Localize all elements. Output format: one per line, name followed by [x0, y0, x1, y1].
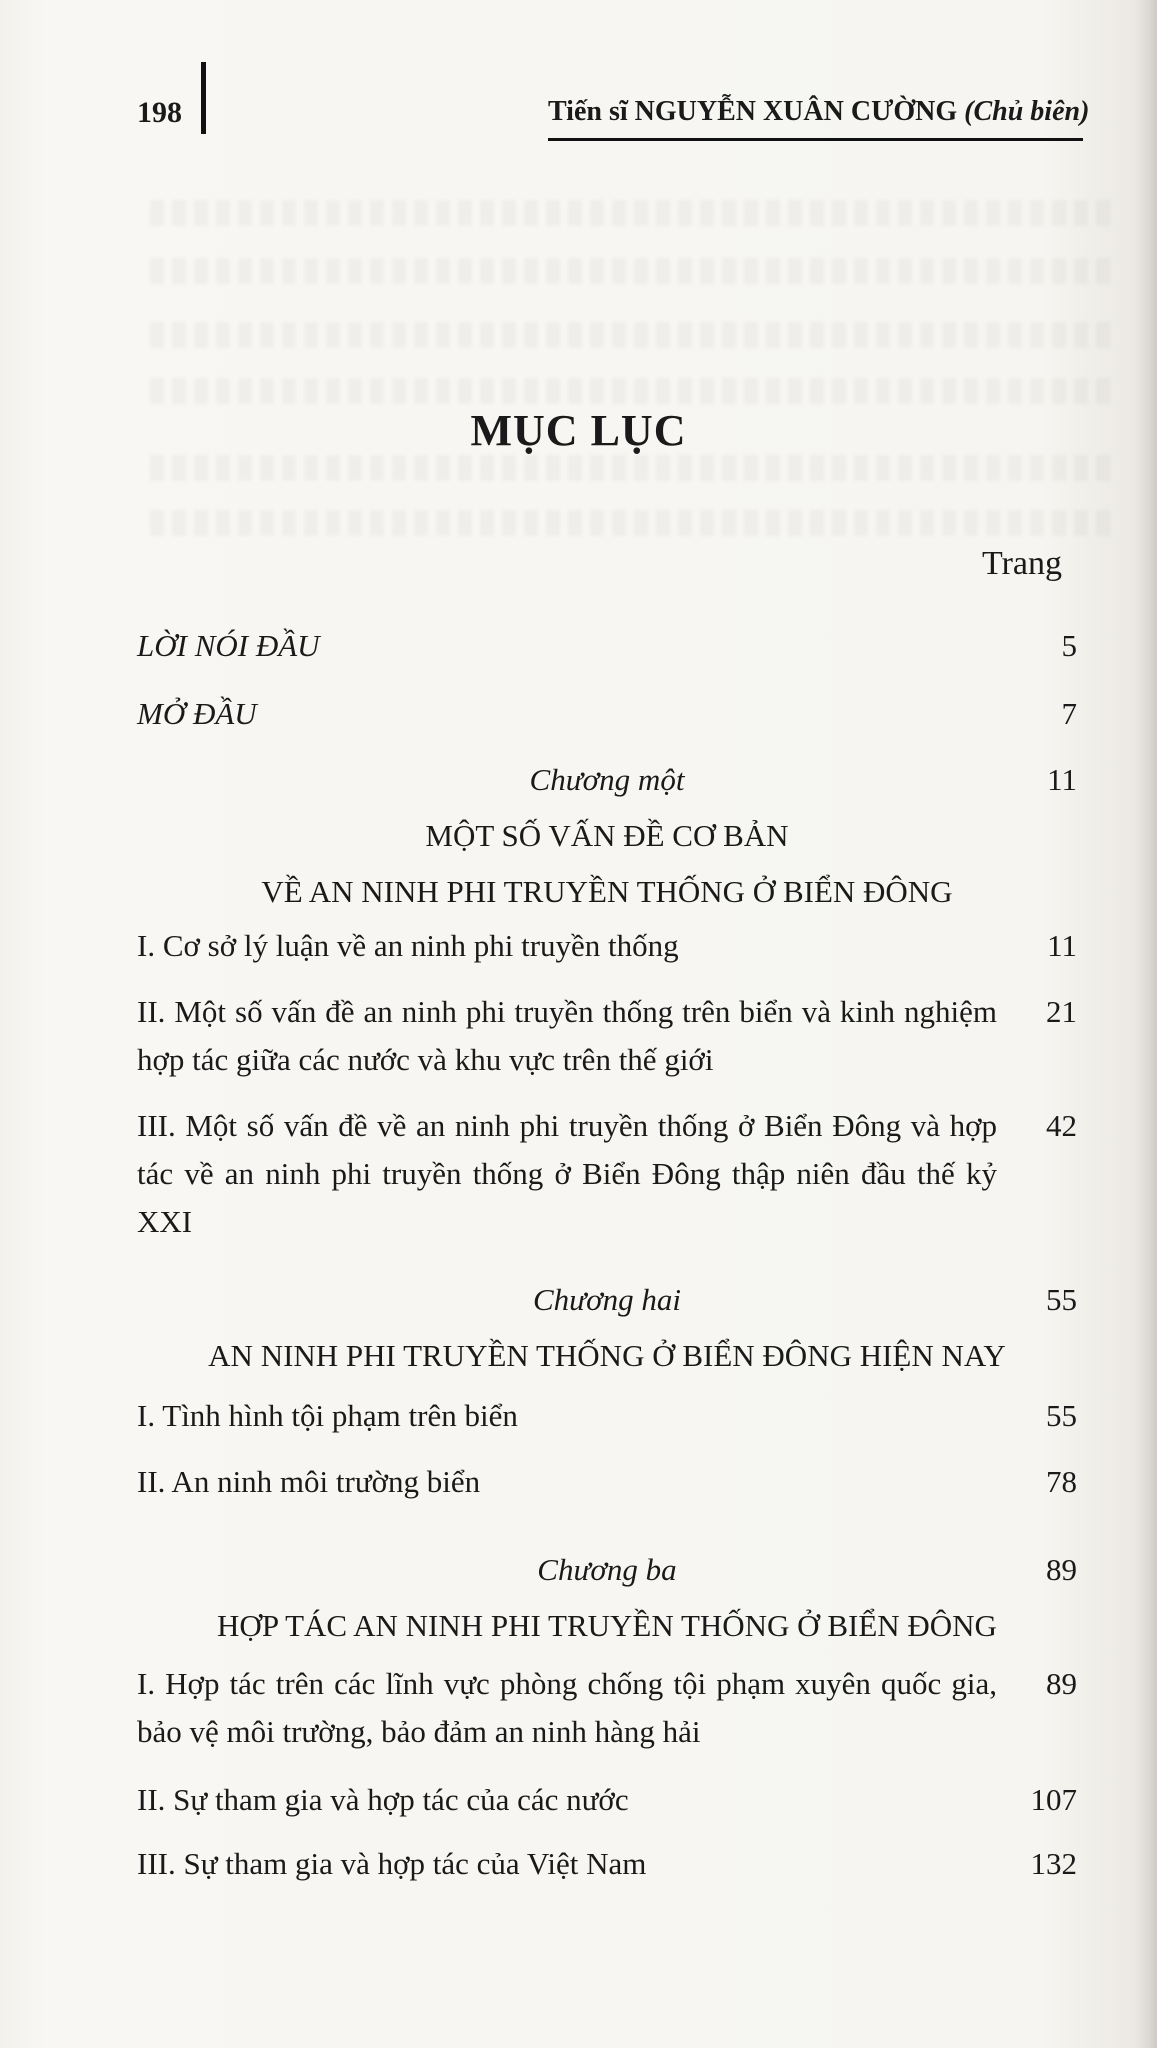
- toc-entry-page: 89: [1046, 1666, 1077, 1701]
- toc-entry-title: III. Một số vấn đề về an ninh phi truyền thống ở Biển Đông và hợp tác về an ninh phi truyền thống ở Biển Đông thập niên đầu thế kỷ XXI: [137, 1108, 997, 1239]
- toc-entry-title: II. An ninh môi trường biển: [137, 1464, 481, 1499]
- toc-entry-title: III. Sự tham gia và hợp tác của Việt Nam: [137, 1846, 647, 1881]
- page-number: 198: [137, 96, 182, 129]
- toc-entry-title: II. Một số vấn đề an ninh phi truyền thống trên biển và kinh nghiệm hợp tác giữa các nước và khu vực trên thế giới: [137, 994, 997, 1077]
- toc-entry-page: 78: [1046, 1464, 1077, 1499]
- toc-entry-page: 11: [1047, 928, 1077, 963]
- bleed-through: [150, 322, 1117, 348]
- toc-entry-page: 5: [1061, 628, 1077, 663]
- toc-entry-page: 55: [1046, 1398, 1077, 1433]
- toc-entry[interactable]: [137, 1840, 1077, 1888]
- toc-entry-page: 7: [1061, 696, 1077, 731]
- chapter-page: 55: [1046, 1282, 1077, 1317]
- running-head-role: (Chủ biên): [964, 96, 1090, 127]
- bleed-through: [150, 510, 1117, 536]
- toc-entry-page: 132: [1030, 1846, 1077, 1881]
- chapter-label: Chương ba: [537, 1552, 677, 1587]
- toc-entry[interactable]: [137, 622, 1077, 670]
- toc-entry[interactable]: [137, 1776, 1077, 1824]
- chapter-title: AN NINH PHI TRUYỀN THỐNG Ở BIỂN ĐÔNG HIỆN NAY: [208, 1338, 1006, 1373]
- chapter-page: 89: [1046, 1552, 1077, 1587]
- toc-entry-title: I. Tình hình tội phạm trên biển: [137, 1398, 518, 1433]
- chapter-title: VỀ AN NINH PHI TRUYỀN THỐNG Ở BIỂN ĐÔNG: [261, 874, 953, 909]
- toc-entry-title: II. Sự tham gia và hợp tác của các nước: [137, 1782, 629, 1817]
- toc-entry[interactable]: [137, 1392, 1077, 1440]
- chapter-page: 11: [1047, 762, 1077, 797]
- toc-entry-title: I. Hợp tác trên các lĩnh vực phòng chống tội phạm xuyên quốc gia, bảo vệ môi trường, bảo đảm an ninh hàng hải: [137, 1666, 997, 1749]
- toc-entry-title: LỜI NÓI ĐẦU: [137, 628, 320, 663]
- toc-entry[interactable]: [137, 988, 1077, 1084]
- chapter-title: HỢP TÁC AN NINH PHI TRUYỀN THỐNG Ở BIỂN ĐÔNG: [217, 1608, 997, 1643]
- toc-entry[interactable]: [137, 690, 1077, 738]
- chapter-label: Chương một: [529, 762, 685, 797]
- bleed-through: [150, 455, 1117, 481]
- page-edge-shadow: [1135, 0, 1157, 2048]
- toc-entry[interactable]: [137, 1458, 1077, 1506]
- header-divider: [201, 62, 206, 134]
- toc-entry-page: 107: [1030, 1782, 1077, 1817]
- toc-entry[interactable]: [137, 1102, 1077, 1246]
- toc-entry[interactable]: [137, 922, 1077, 970]
- toc-entry-page: 21: [1046, 994, 1077, 1029]
- page-column-label: Trang: [982, 545, 1062, 582]
- chapter-title: MỘT SỐ VẤN ĐỀ CƠ BẢN: [425, 818, 789, 853]
- toc-entry-title: I. Cơ sở lý luận về an ninh phi truyền thống: [137, 928, 679, 963]
- chapter-heading[interactable]: [137, 1542, 1077, 1654]
- toc-entry[interactable]: [137, 1660, 1077, 1756]
- page-header: [0, 0, 1157, 150]
- toc-entry-page: 42: [1046, 1108, 1077, 1143]
- toc-entry-title: MỞ ĐẦU: [137, 696, 257, 731]
- header-rule: [548, 138, 1083, 141]
- bleed-through: [150, 378, 1117, 404]
- chapter-heading[interactable]: [137, 752, 1077, 920]
- chapter-heading[interactable]: [137, 1272, 1077, 1384]
- bleed-through: [150, 200, 1117, 226]
- running-head: [548, 96, 1089, 128]
- chapter-label: Chương hai: [533, 1282, 681, 1317]
- toc-title: MỤC LỤC: [470, 406, 687, 455]
- bleed-through: [150, 258, 1117, 284]
- running-head-author: Tiến sĩ NGUYỄN XUÂN CƯỜNG: [548, 96, 958, 127]
